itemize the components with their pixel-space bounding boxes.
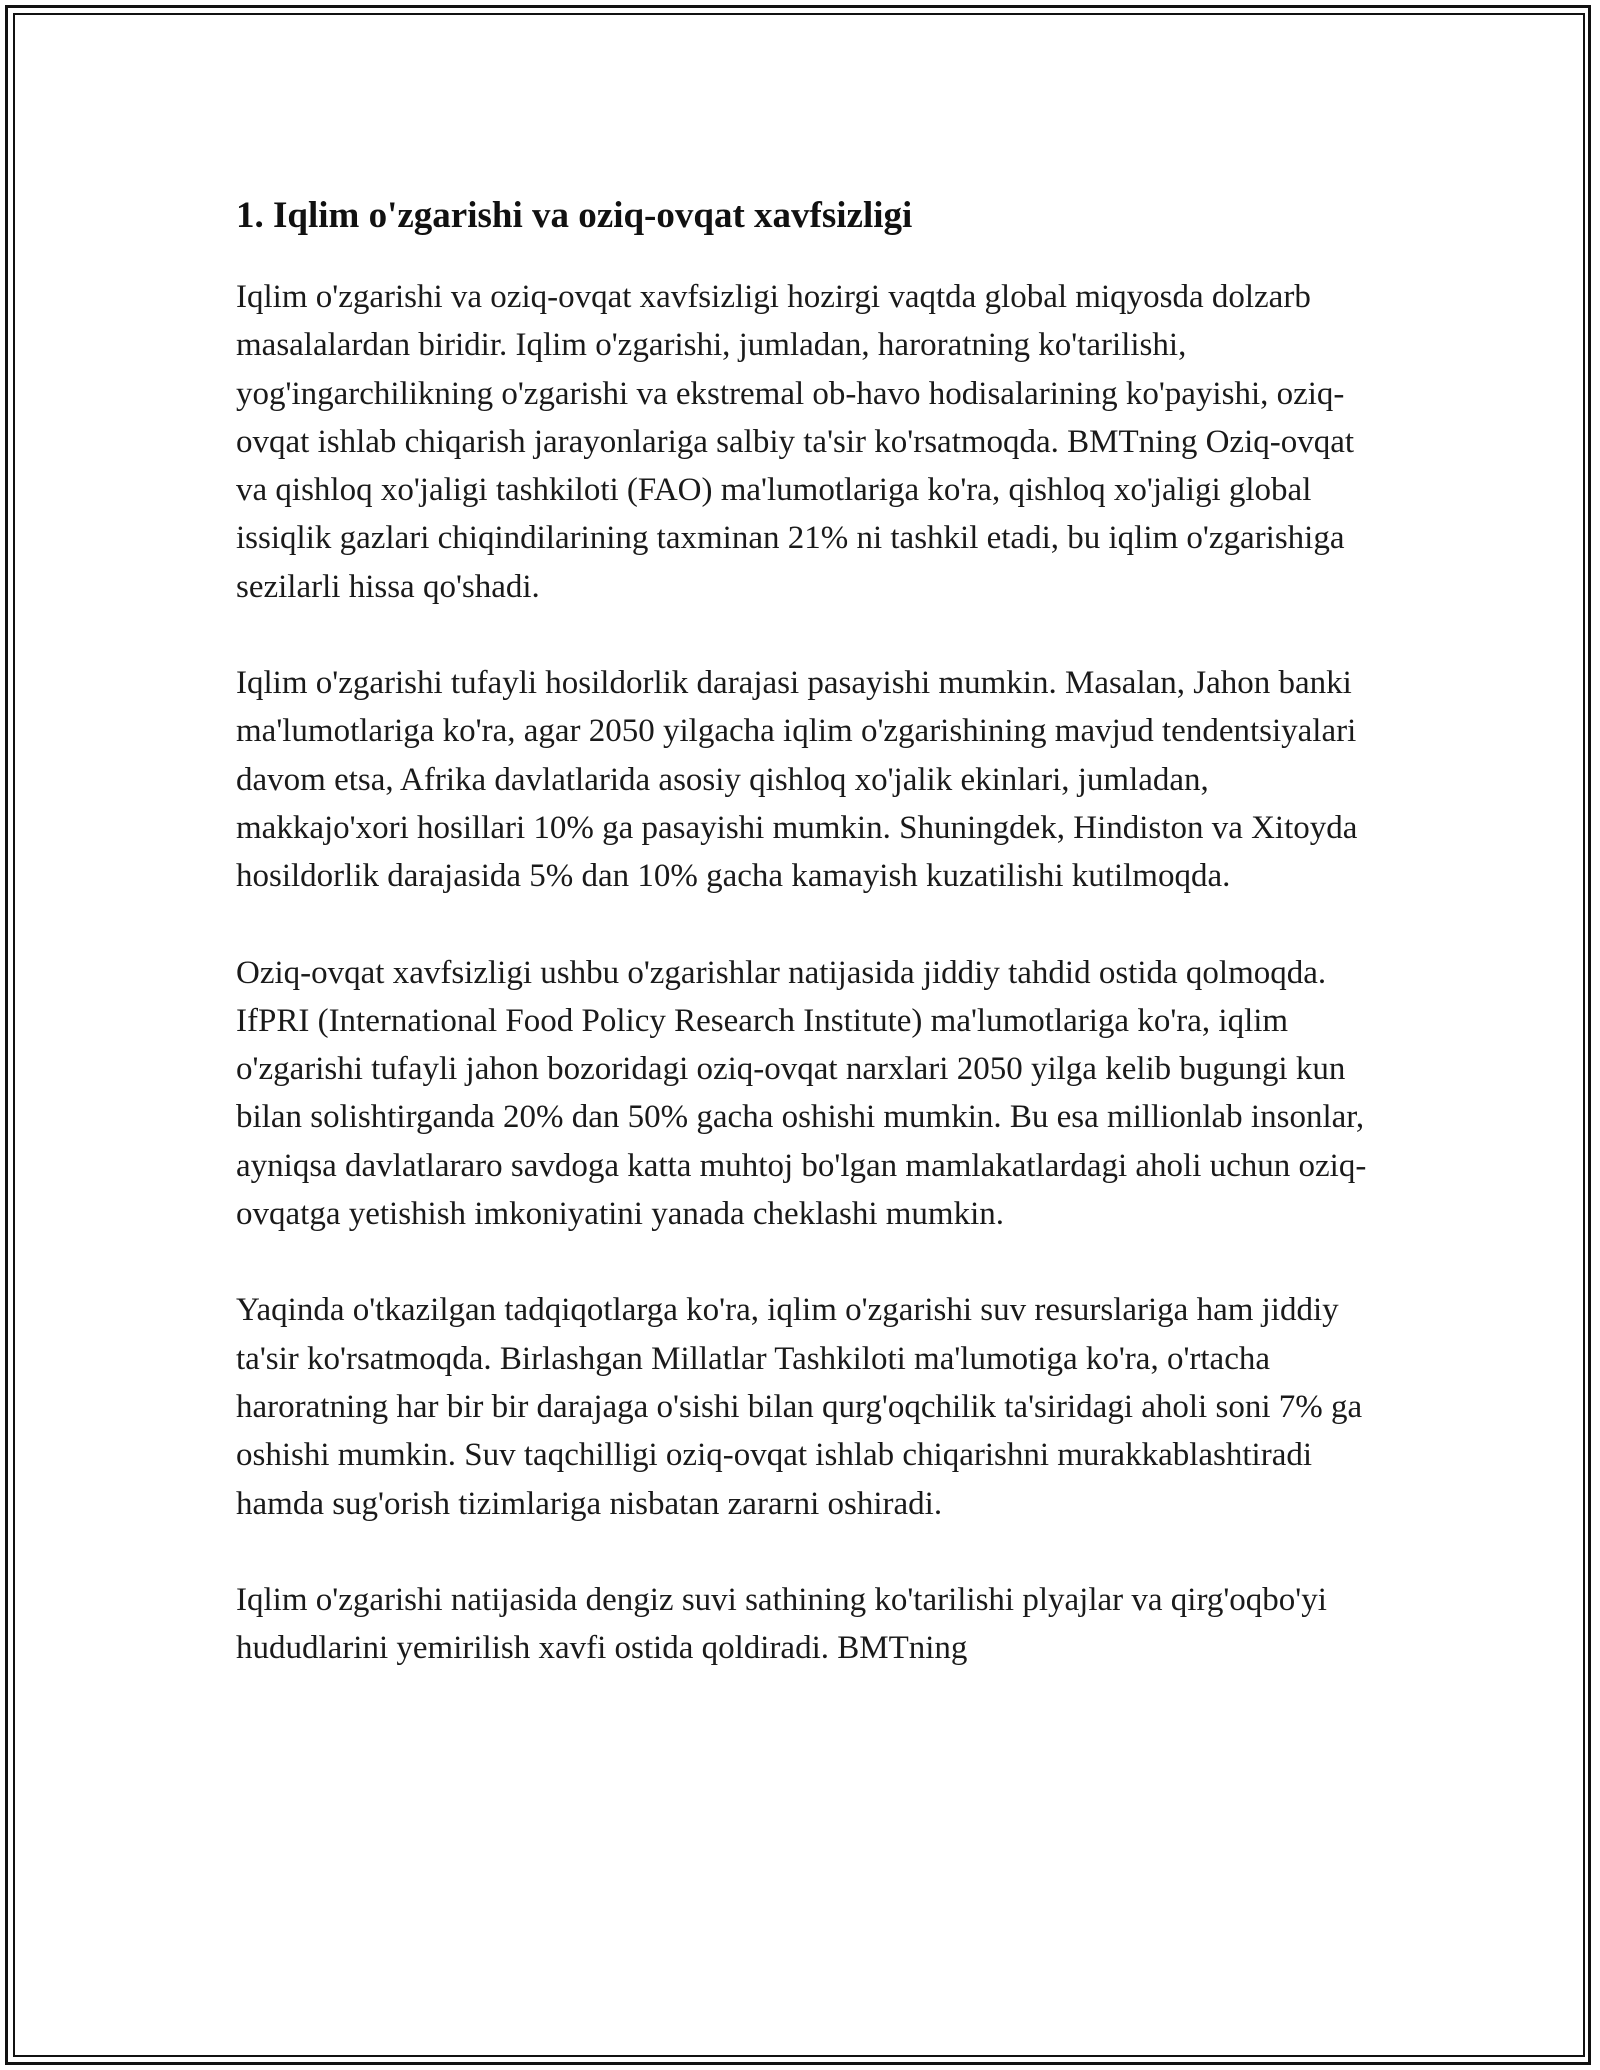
paragraph-5: Iqlim o'zgarishi natijasida dengiz suvi sathining ko'tarilishi plyajlar va qirg'oqbo'yi hududlarini yemirilish xavfi ostida qoldiradi. BMTning bbox=[236, 1581, 1327, 1667]
paragraph-4: Yaqinda o'tkazilgan tadqiqotlarga ko'ra, iqlim o'zgarishi suv resurslariga ham jiddiy ta'sir ko'rsatmoqda. Birlashgan Millatlar Tashkiloti ma'lumotiga ko'ra, o'rtacha haroratning har bir bir darajaga o'sishi bilan qurg'oqchilik ta'siridagi aholi soni 7% ga oshishi mumkin. Suv taqchilligi oziq-ovqat ishlab chiqarishni murakkablashtiradi hamda sug'orish tizimlariga nisbatan zararni oshiradi. bbox=[236, 1292, 1363, 1522]
paragraph-2: Iqlim o'zgarishi tufayli hosildorlik darajasi pasayishi mumkin. Masalan, Jahon banki ma'lumotlariga ko'ra, agar 2050 yilgacha iqlim o'zgarishining mavjud tendentsiyalari davom etsa, Afrika davlatlarida asosiy qishloq xo'jalik ekinlari, jumladan, makkajo'xori hosillari 10% ga pasayishi mumkin. Shuningdek, Hindiston va Xitoyda hosildorlik darajasida 5% dan 10% gacha kamayish kuzatilishi kutilmoqda. bbox=[236, 665, 1358, 895]
paragraph-1: Iqlim o'zgarishi va oziq-ovqat xavfsizligi hozirgi vaqtda global miqyosda dolzarb masalalardan biridir. Iqlim o'zgarishi, jumladan, haroratning ko'tarilishi, yog'ingarchilikning o'zgarishi va ekstremal ob-havo hodisalarining ko'payishi, oziq-ovqat ishlab chiqarish jarayonlariga salbiy ta'sir ko'rsatmoqda. BMTning Oziq-ovqat va qishloq xo'jaligi tashkiloti (FAO) ma'lumotlariga ko'ra, qishloq xo'jaligi global issiqlik gazlari chiqindilarining taxminan 21% ni tashkil etadi, bu iqlim o'zgarishiga sezilarli hissa qo'shadi. bbox=[236, 279, 1355, 605]
paragraph-3: Oziq-ovqat xavfsizligi ushbu o'zgarishlar natijasida jiddiy tahdid ostida qolmoqda. IfPRI (International Food Policy Research Institute) ma'lumotlariga ko'ra, iqlim o'zgarishi tufayli jahon bozoridagi oziq-ovqat narxlari 2050 yilga kelib bugungi kun bilan solishtirganda 20% dan 50% gacha oshishi mumkin. Bu esa millionlab insonlar, ayniqsa davlatlararo savdoga katta muhtoj bo'lgan mamlakatlardagi aholi uchun oziq-ovqatga yetishish imkoniyatini yanada cheklashi mumkin. bbox=[236, 954, 1367, 1233]
document-body bbox=[236, 188, 1376, 1720]
section-heading: 1. Iqlim o'zgarishi va oziq-ovqat xavfsizligi bbox=[236, 195, 913, 236]
